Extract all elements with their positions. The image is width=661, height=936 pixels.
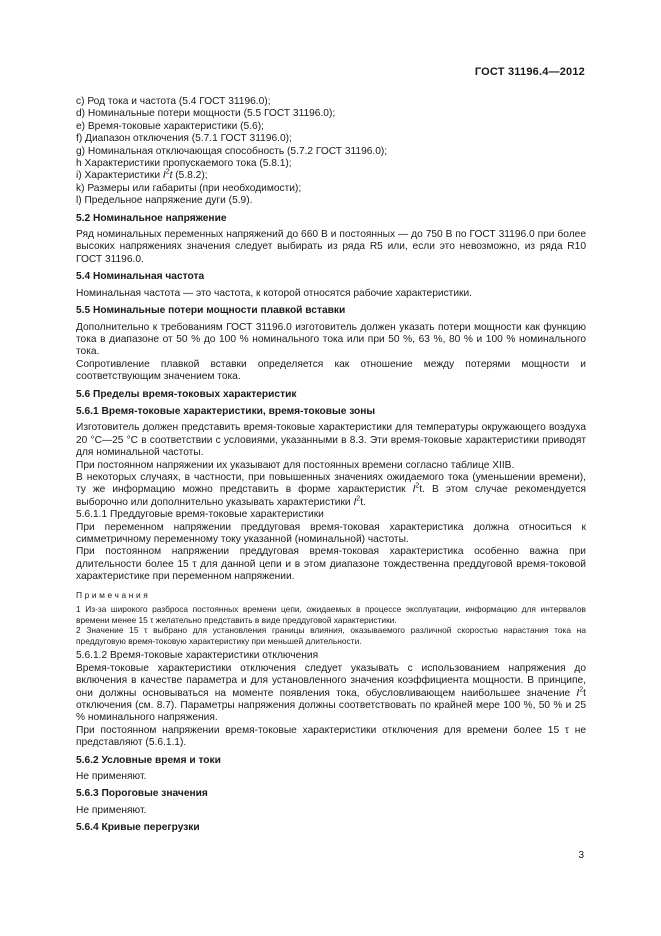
list-item-h: h Характеристики пропускаемого тока (5.8.1); xyxy=(76,158,292,170)
paragraph-5-6-2: Не применяют. xyxy=(76,771,147,783)
superscript-2: 2 xyxy=(415,482,420,490)
superscript-2: 2 xyxy=(165,169,170,177)
text-run: В некоторых случаях, в частности, при повышенных значениях ожидаемого тока (уменьшении времени), ту же информацию можно представить в форме характеристик xyxy=(76,471,586,496)
paragraph-5-6-1-2-2: При постоянном напряжении время-токовые характеристики отключения для времени более 15 τ не представляют (5.6.1.1). xyxy=(76,724,586,749)
list-item-l: l) Предельное напряжение дуги (5.9). xyxy=(76,195,253,207)
list-item-k: k) Размеры или габариты (при необходимости); xyxy=(76,182,302,194)
heading-5-5: 5.5 Номинальные потери мощности плавкой вставки xyxy=(76,305,346,317)
heading-5-6-1-1: 5.6.1.1 Преддуговые время-токовые характеристики xyxy=(76,509,324,521)
heading-5-4: 5.4 Номинальная частота xyxy=(76,271,205,283)
heading-5-2: 5.2 Номинальное напряжение xyxy=(76,212,227,224)
list-item-i xyxy=(76,170,586,182)
document-body xyxy=(76,96,586,839)
paragraph-5-6-1-3 xyxy=(76,472,586,509)
heading-5-6-1-2: 5.6.1.2 Время-токовые характеристики отключения xyxy=(76,650,319,662)
paragraph-5-6-3: Не применяют. xyxy=(76,804,147,816)
i-symbol: I xyxy=(412,484,416,496)
list-item-f: f) Диапазон отключения (5.7.1 ГОСТ 31196.0); xyxy=(76,133,292,145)
paragraph-5-6-1-1: Изготовитель должен представить время-токовые характеристики для температуры окружающего воздуха 20 °С—25 °С в соответствии с условиями, указанными в 8.3. Эти время-токовые характеристики приводят для номинальной частоты. xyxy=(76,422,586,459)
paragraph-5-6-1-2: При постоянном напряжении их указывают для постоянных времени согласно таблице XIIB. xyxy=(76,459,515,471)
document-code-header: ГОСТ 31196.4—2012 xyxy=(474,66,585,78)
list-item-i-suffix: (5.8.2); xyxy=(172,170,208,182)
note-1: 1 Из-за широкого разброса постоянных времени цепи, ожидаемых в процессе эксплуатации, информацию для интервалов времени менее 15 τ желательно представить в виде преддуговой характеристики. xyxy=(76,604,586,625)
list-item-c: c) Род тока и частота (5.4 ГОСТ 31196.0); xyxy=(76,96,271,107)
heading-5-6: 5.6 Пределы время-токовых характеристик xyxy=(76,388,297,400)
text-run: t отключения (см. 8.7). Параметры напряжения должны соответствовать по крайней мере 100 %, 50 % и 25 % номинального напряжения. xyxy=(76,687,586,724)
notes-title: Примечания xyxy=(76,589,151,600)
t-symbol: t xyxy=(169,170,173,182)
list-item-g: g) Номинальная отключающая способность (5.7.2 ГОСТ 31196.0); xyxy=(76,145,388,157)
list-item-e: e) Время-токовые характеристики (5.6); xyxy=(76,120,264,132)
i-symbol: I xyxy=(353,496,357,508)
heading-5-6-1: 5.6.1 Время-токовые характеристики, время-токовые зоны xyxy=(76,405,376,417)
list-item-d: d) Номинальные потери мощности (5.5 ГОСТ 31196.0); xyxy=(76,108,336,120)
paragraph-5-4: Номинальная частота — это частота, к которой относятся рабочие характеристики. xyxy=(76,287,473,299)
page-number: 3 xyxy=(578,850,584,861)
heading-5-6-3: 5.6.3 Пороговые значения xyxy=(76,788,208,800)
heading-5-6-2: 5.6.2 Условные время и токи xyxy=(76,754,221,766)
paragraph-5-5-1: Дополнительно к требованиям ГОСТ 31196.0 изготовитель должен указать потери мощности как функцию тока в диапазоне от 50 % до 100 % номинального тока или при 50 %, 63 %, 80 % и 100 % номинального тока. xyxy=(76,321,586,358)
note-2: 2 Значение 15 τ выбрано для установления границы влияния, оказываемого различной скоростью нарастания тока на преддуговую время-токовую характеристику при меньшей длительности. xyxy=(76,625,586,646)
list-item-i-prefix: i) Характеристики xyxy=(76,170,163,182)
paragraph-5-6-1-1-2: При постоянном напряжении преддуговая время-токовая характеристика особенно важна при длительности более 15 τ для данной цепи и в этом диапазоне тождественна преддуговой время-токовой характеристике при переменном напряжении. xyxy=(76,546,586,583)
paragraph-5-2: Ряд номинальных переменных напряжений до 660 В и постоянных — до 750 В по ГОСТ 31196.0 при более высоких напряжениях значения следует выбирать из ряда R5 или, если это невозможно, из ряда R10 ГОСТ 31196.0. xyxy=(76,229,586,265)
text-run: Время-токовые характеристики отключения следует указывать с использованием напряжения до включения в качестве параметра и для установленного значения коэффициента мощности. В принципе, они должны основываться на моменте появления тока, обусловливающем наибольшее значение xyxy=(76,662,586,699)
paragraph-5-6-1-2-1 xyxy=(76,663,586,725)
text-run: t. xyxy=(360,496,366,508)
text-run: t. В этом случае рекомендуется выборочно или дополнительно указывать характеристики xyxy=(76,484,586,508)
superscript-2: 2 xyxy=(579,686,584,694)
paragraph-5-5-2: Сопротивление плавкой вставки определяется как отношение между потерями мощности и соответствующим значением тока. xyxy=(76,358,586,383)
i-symbol: I xyxy=(162,170,166,182)
superscript-2: 2 xyxy=(356,495,361,503)
paragraph-5-6-1-1-1: При переменном напряжении преддуговая время-токовая характеристика должна относиться к симметричному переменному току указанной (номинальной) частоты. xyxy=(76,521,586,545)
i-symbol: I xyxy=(576,687,580,699)
heading-5-6-4: 5.6.4 Кривые перегрузки xyxy=(76,822,200,834)
